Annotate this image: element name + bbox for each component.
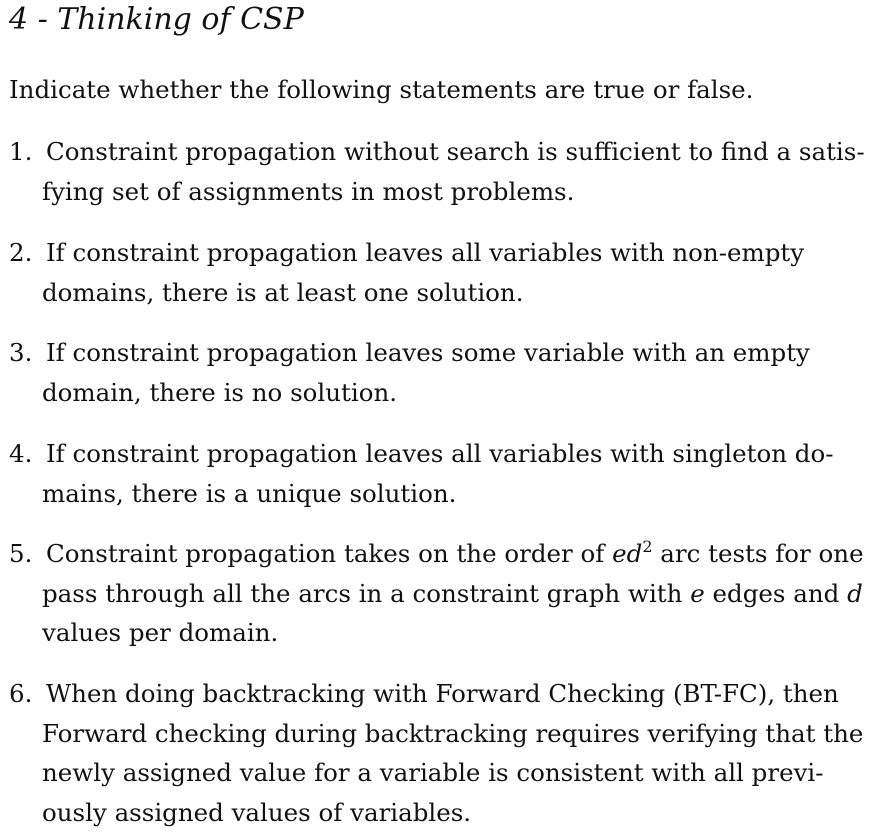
statement-text-line: If constraint propagation leaves all variables with singleton do- bbox=[46, 439, 834, 468]
math-e: e bbox=[690, 578, 705, 608]
statement-item-1 bbox=[9, 132, 865, 211]
statement-text-line: If constraint propagation leaves some variable with an empty bbox=[46, 338, 810, 367]
statement-item-6 bbox=[9, 674, 865, 832]
statement-item-3 bbox=[9, 333, 865, 412]
statement-text-line bbox=[9, 534, 865, 574]
statement-text-line: domain, there is no solution. bbox=[42, 377, 398, 407]
statement-number: 6. bbox=[9, 679, 33, 708]
math-exponent: 2 bbox=[642, 537, 653, 556]
instructions-text: Indicate whether the following statements are true or false. bbox=[9, 75, 754, 104]
text-segment: arc tests for one bbox=[652, 539, 864, 568]
statement-number: 1. bbox=[9, 137, 33, 166]
statement-item-2 bbox=[9, 233, 865, 312]
section-title: 4 - Thinking of CSP bbox=[9, 2, 304, 37]
statement-text-line: When doing backtracking with Forward Checking (BT-FC), then bbox=[46, 679, 839, 708]
statement-number: 5. bbox=[9, 539, 33, 568]
statement-text-line bbox=[9, 574, 865, 614]
math-d: d bbox=[847, 578, 863, 608]
statement-number: 2. bbox=[9, 238, 33, 267]
statement-text-line: values per domain. bbox=[42, 618, 279, 647]
statement-text-line: domains, there is at least one solution. bbox=[42, 277, 524, 307]
statement-item-4 bbox=[9, 434, 865, 513]
statement-item-5 bbox=[9, 534, 865, 653]
statement-number: 3. bbox=[9, 338, 33, 367]
math-ed: ed bbox=[612, 539, 643, 568]
statement-text-line: mains, there is a unique solution. bbox=[42, 478, 457, 508]
text-segment: pass through all the arcs in a constraint graph with bbox=[42, 578, 691, 608]
statement-text-line: fying set of assignments in most problems. bbox=[42, 176, 575, 206]
statement-text-line: Forward checking during backtracking requires verifying that the bbox=[42, 718, 864, 748]
statement-text-line: If constraint propagation leaves all variables with non-empty bbox=[46, 238, 805, 267]
statement-text-line: Constraint propagation without search is sufficient to find a satis- bbox=[46, 137, 865, 166]
text-segment: Constraint propagation takes on the order of bbox=[46, 539, 613, 568]
statement-text-line: ously assigned values of variables. bbox=[42, 797, 472, 827]
text-segment: edges and bbox=[704, 578, 848, 608]
statement-text-line: newly assigned value for a variable is consistent with all previ- bbox=[42, 758, 824, 787]
statement-number: 4. bbox=[9, 439, 33, 468]
